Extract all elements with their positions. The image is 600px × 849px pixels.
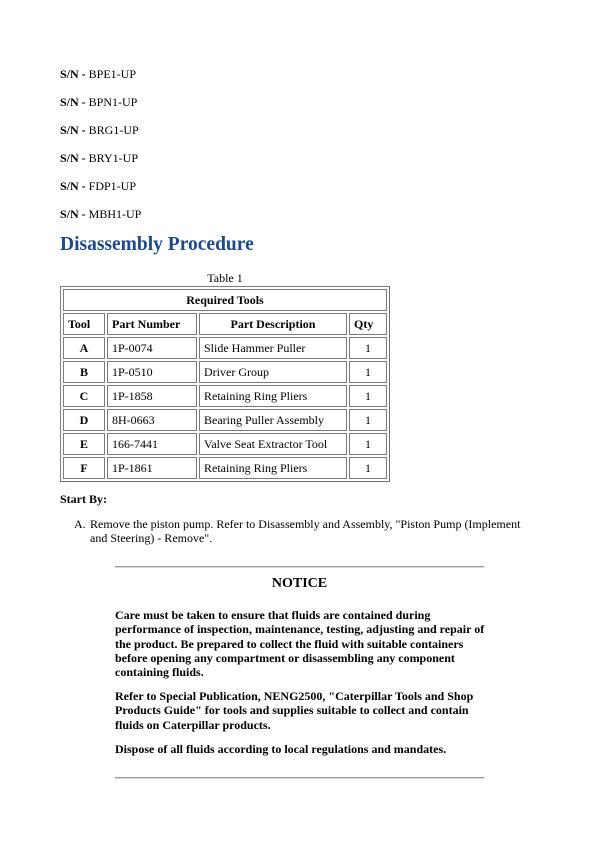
notice-paragraph: Dispose of all fluids according to local regulations and mandates. <box>115 742 447 756</box>
step-text: Remove the piston pump. Refer to Disassembly and Assembly, "Piston Pump (Implement and Steering) - Remove". <box>90 517 521 545</box>
part-number-cell: 166-7441 <box>107 433 197 455</box>
part-number-cell: 1P-1858 <box>107 385 197 407</box>
serial-prefix: S/N - <box>60 179 86 193</box>
table-row <box>63 457 387 479</box>
notice-title: NOTICE <box>271 576 328 591</box>
part-number-cell: 1P-0510 <box>107 361 197 383</box>
qty-cell: 1 <box>349 409 387 431</box>
serial-value: BPN1-UP <box>88 95 138 109</box>
step-marker: A. <box>74 517 86 531</box>
serial-prefix: S/N - <box>60 95 86 109</box>
serial-prefix: S/N - <box>60 67 86 81</box>
tool-cell: E <box>63 433 105 455</box>
serial-prefix: S/N - <box>60 207 86 221</box>
table-title-row <box>63 289 387 311</box>
part-number-cell: 1P-1861 <box>107 457 197 479</box>
serial-prefix: S/N - <box>60 123 86 137</box>
part-description-cell: Retaining Ring Pliers <box>199 457 347 479</box>
part-description-cell: Valve Seat Extractor Tool <box>199 433 347 455</box>
qty-cell: 1 <box>349 337 387 359</box>
table-title: Required Tools <box>63 289 387 311</box>
serial-number-line <box>60 123 139 137</box>
tool-cell: D <box>63 409 105 431</box>
table-row <box>63 385 387 407</box>
table-header-row <box>63 313 387 335</box>
serial-value: BPE1-UP <box>88 67 137 81</box>
part-description-cell: Retaining Ring Pliers <box>199 385 347 407</box>
table-row <box>63 409 387 431</box>
column-header-qty: Qty <box>349 313 387 335</box>
serial-value: FDP1-UP <box>88 179 137 193</box>
qty-cell: 1 <box>349 385 387 407</box>
part-description-cell: Driver Group <box>199 361 347 383</box>
part-description-cell: Slide Hammer Puller <box>199 337 347 359</box>
notice-paragraph: Refer to Special Publication, NENG2500, "Caterpillar Tools and Shop Products Guide" for tools and supplies suitable to collect and contain fluids on Caterpillar products. <box>115 689 474 732</box>
table-row <box>63 361 387 383</box>
part-number-cell: 1P-0074 <box>107 337 197 359</box>
tool-cell: B <box>63 361 105 383</box>
table-row <box>63 337 387 359</box>
serial-value: MBH1-UP <box>88 207 142 221</box>
tool-cell: A <box>63 337 105 359</box>
serial-number-line <box>60 207 141 221</box>
section-heading: Disassembly Procedure <box>60 234 254 255</box>
qty-cell: 1 <box>349 361 387 383</box>
serial-prefix: S/N - <box>60 151 86 165</box>
tool-cell: C <box>63 385 105 407</box>
notice-paragraph: Care must be taken to ensure that fluids are contained during performance of inspection, maintenance, testing, adjusting and repair of the product. Be prepared to collect the fluid with suitable containers before opening any compartment or disassembling any component containing fluids. <box>115 608 485 680</box>
serial-number-line <box>60 67 136 81</box>
serial-number-line <box>60 179 136 193</box>
column-header-tool: Tool <box>63 313 105 335</box>
part-description-cell: Bearing Puller Assembly <box>199 409 347 431</box>
serial-value: BRG1-UP <box>88 123 139 137</box>
notice-top-divider <box>115 566 484 568</box>
serial-number-line <box>60 151 138 165</box>
qty-cell: 1 <box>349 433 387 455</box>
required-tools-table <box>60 286 390 482</box>
serial-number-line <box>60 95 137 109</box>
qty-cell: 1 <box>349 457 387 479</box>
start-by-step <box>74 517 534 545</box>
column-header-part-description: Part Description <box>199 313 347 335</box>
notice-bottom-divider <box>115 777 484 779</box>
table-caption: Table 1 <box>207 271 243 285</box>
tool-cell: F <box>63 457 105 479</box>
serial-value: BRY1-UP <box>88 151 139 165</box>
table-row <box>63 433 387 455</box>
part-number-cell: 8H-0663 <box>107 409 197 431</box>
column-header-part-number: Part Number <box>107 313 197 335</box>
start-by-label: Start By: <box>60 492 107 506</box>
